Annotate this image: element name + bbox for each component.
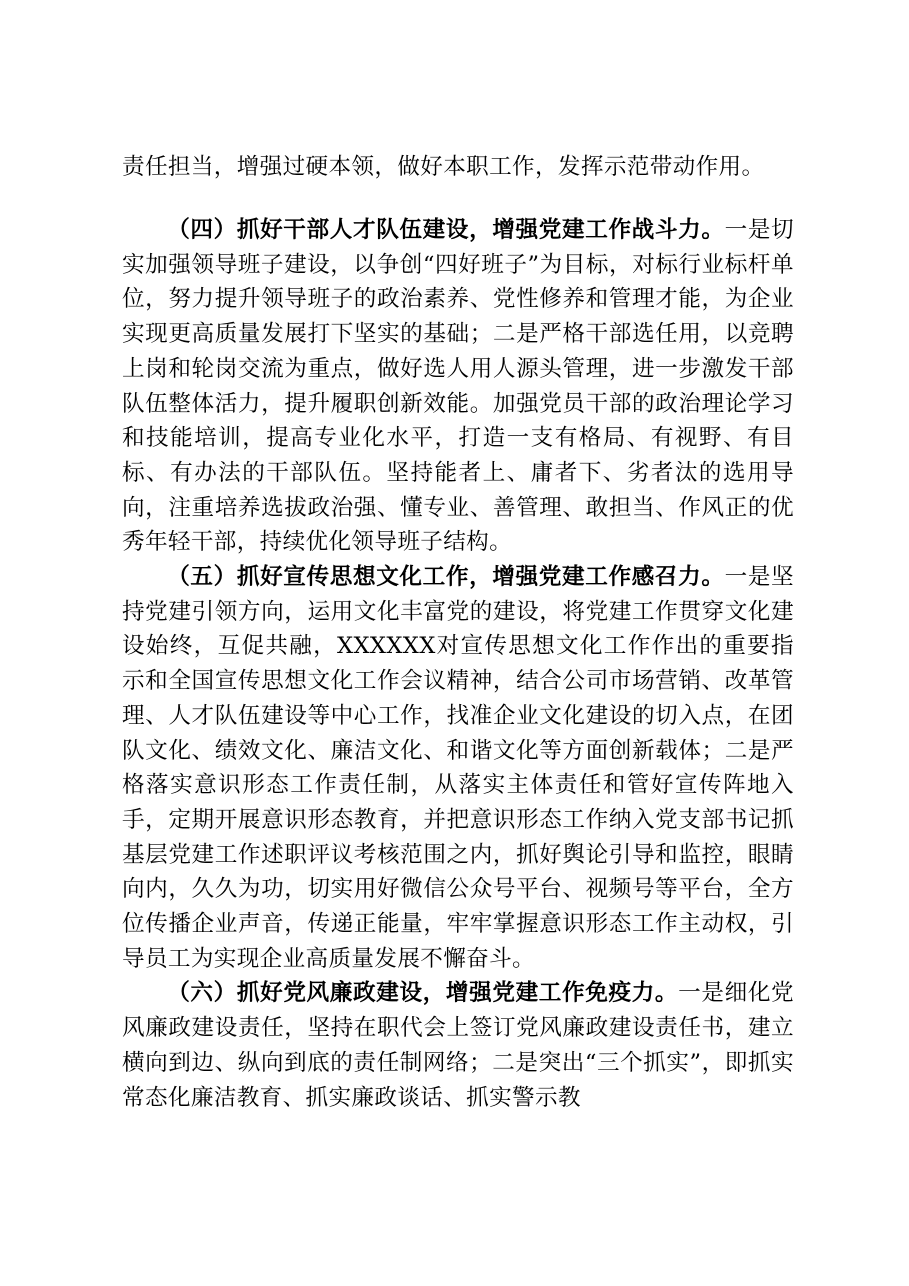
section-four-paragraph — [122, 213, 794, 560]
section-six-heading: （六）抓好党风廉政建设，增强党建工作免疫力。 — [167, 980, 679, 1007]
continuation-block — [122, 150, 794, 185]
section-five-body: 一是坚持党建引领方向，运用文化丰富党的建设，将党建工作贯穿文化建设始终，互促共融，XXXXXX对宣传思想文化工作作出的重要指示和全国宣传思想文化工作会议精神，结合公司市场营销、改革管理、人才队伍建设等中心工作，找准企业文化建设的切入点，在团队文化、绩效文化、廉洁文化、和谐文化等方面创新载体；二是严格落实意识形态工作责任制，从落实主体责任和管好宣传阵地入手，定期开展意识形态教育，并把意识形态工作纳入党支部书记抓基层党建工作述职评议考核范围之内，抓好舆论引导和监控，眼睛向内，久久为功，切实用好微信公众号平台、视频号等平台，全方位传播企业声音，传递正能量，牢牢掌握意识形态工作主动权，引导员工为实现企业高质量发展不懈奋斗。 — [122, 564, 794, 972]
section-six-body: 一是细化党风廉政建设责任，坚持在职代会上签订党风廉政建设责任书，建立横向到边、纵向到底的责任制网络；二是突出“三个抓实”，即抓实常态化廉洁教育、抓实廉政谈话、抓实警示教 — [122, 980, 795, 1111]
section-five-paragraph — [122, 560, 794, 976]
section-four-body: 一是切实加强领导班子建设，以争创“四好班子”为目标，对标行业标杆单位，努力提升领导班子的政治素养、党性修养和管理才能，为企业实现更高质量发展打下坚实的基础；二是严格干部选任用，以竞聘上岗和轮岗交流为重点，做好选人用人源头管理，进一步激发干部队伍整体活力，提升履职创新效能。加强党员干部的政治理论学习和技能培训，提高专业化水平，打造一支有格局、有视野、有目标、有办法的干部队伍。坚持能者上、庸者下、劣者汰的选用导向，注重培养选拔政治强、懂专业、善管理、敢担当、作风正的优秀年轻干部，持续优化领导班子结构。 — [122, 217, 794, 556]
continuation-line: 责任担当，增强过硬本领，做好本职工作，发挥示范带动作用。 — [122, 154, 765, 180]
section-four-heading: （四）抓好干部人才队伍建设，增强党建工作战斗力。 — [167, 217, 725, 243]
document-body — [122, 213, 794, 1115]
section-six-paragraph — [122, 976, 794, 1115]
section-five-heading: （五）抓好宣传思想文化工作，增强党建工作感召力。 — [167, 564, 725, 591]
